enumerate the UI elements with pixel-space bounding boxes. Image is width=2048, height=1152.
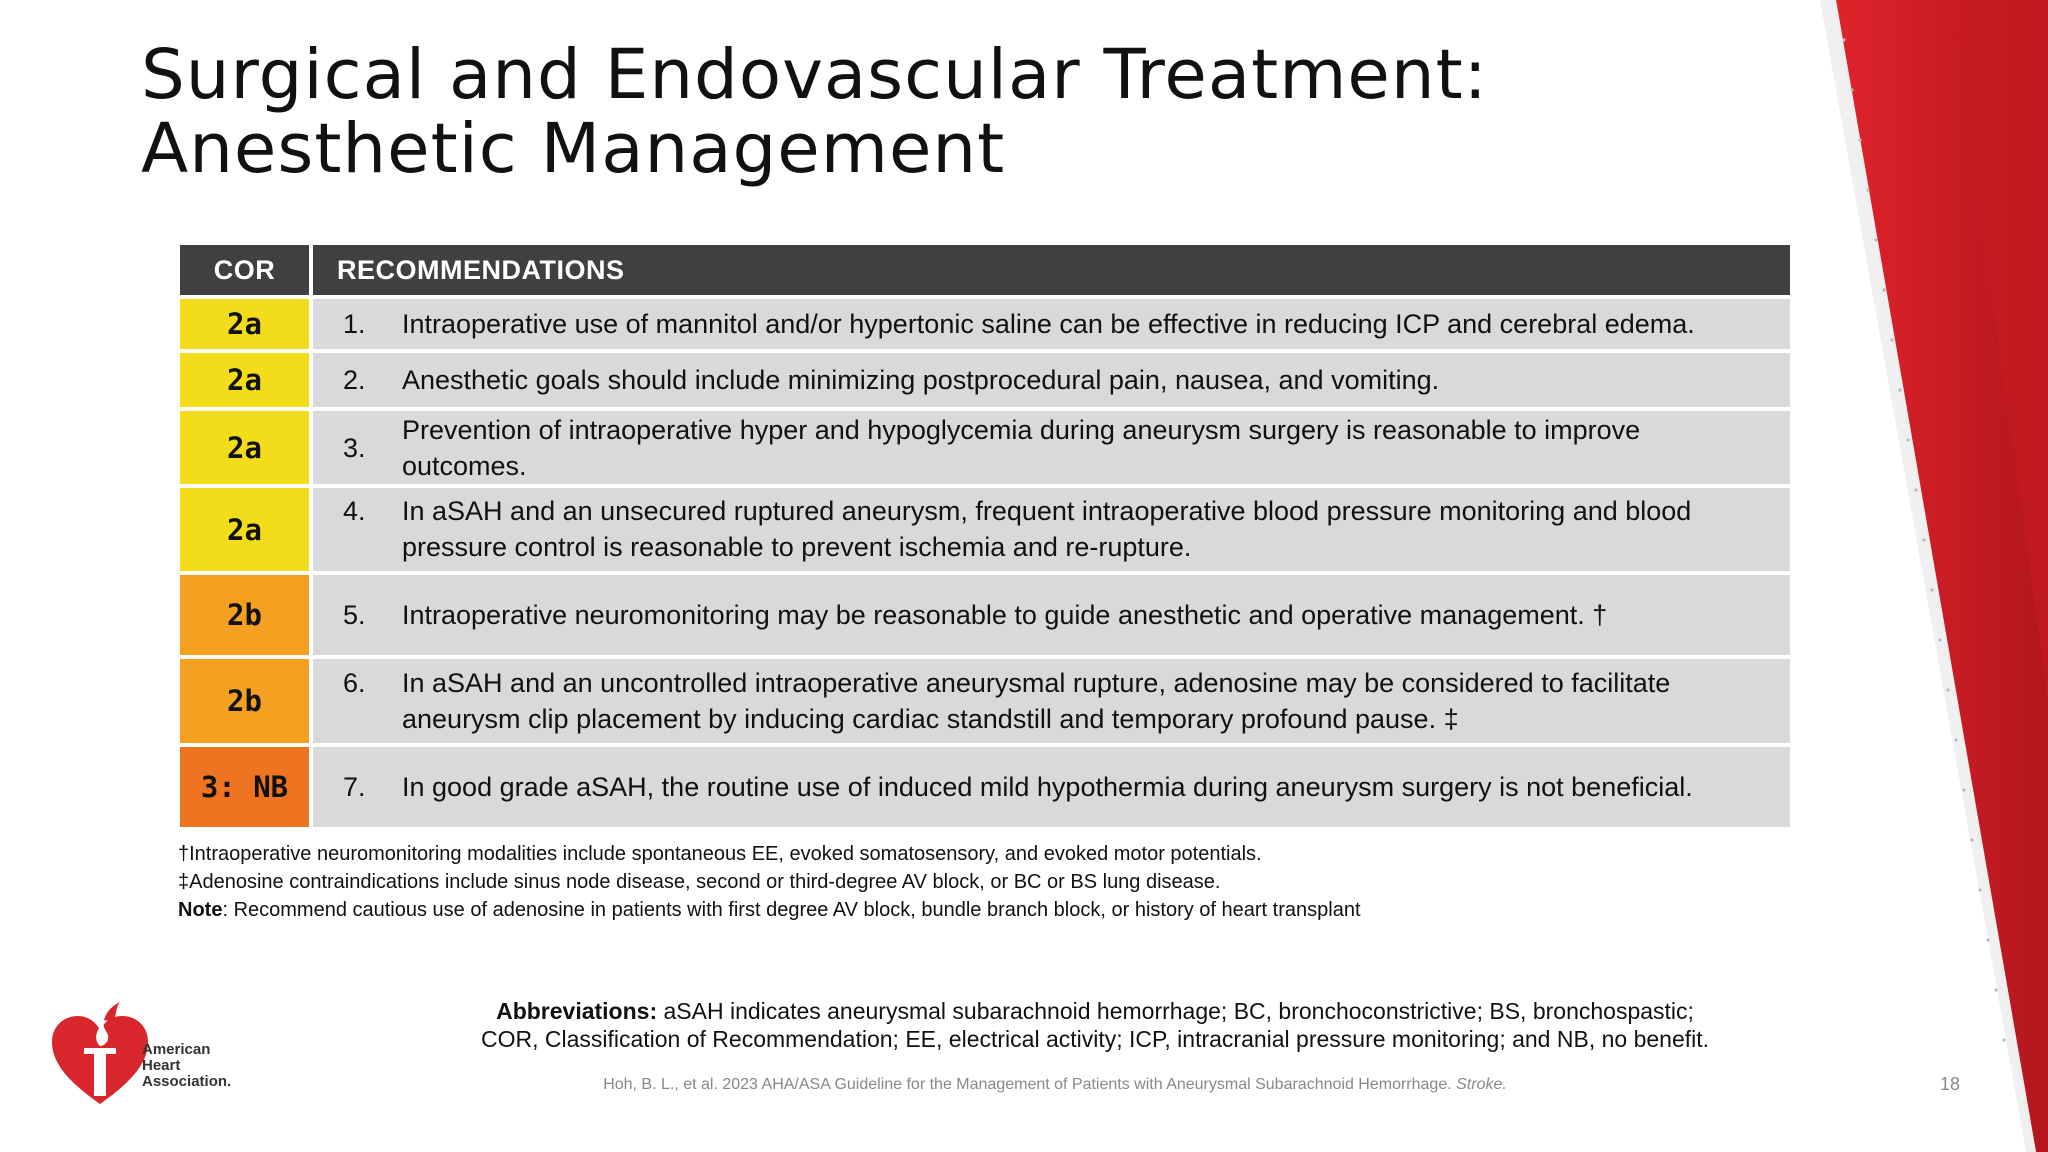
abbreviations-label: Abbreviations: [496,998,658,1024]
footnotes [178,840,1578,924]
table-row [180,488,1790,571]
recommendations-table [180,245,1790,831]
recommendation-cell [313,747,1790,827]
recommendation-cell [313,299,1790,349]
cor-badge: 2a [180,299,309,349]
cor-badge: 2b [180,659,309,743]
recommendation-text: In aSAH and an unsecured ruptured aneurysm, frequent intraoperative blood pressure monitoring and blood pressure control is reasonable to prevent ischemia and re-rupture. [402,496,1692,562]
cor-badge: 2a [180,353,309,407]
cor-badge: 2a [180,411,309,484]
header-cor: COR [180,245,309,295]
abbreviations-line-1: aSAH indicates aneurysmal subarachnoid hemorrhage; BC, bronchoconstrictive; BS, bronchospastic; [657,998,1694,1024]
footnote-note [178,896,1578,924]
citation [480,1076,1630,1094]
table-row [180,659,1790,743]
note-text: : Recommend cautious use of adenosine in patients with first degree AV block, bundle branch block, or history of heart transplant [222,899,1361,921]
table-row [180,353,1790,407]
recommendation-text: In good grade aSAH, the routine use of induced mild hypothermia during aneurysm surgery is not beneficial. [402,772,1693,802]
recommendation-text: In aSAH and an uncontrolled intraoperative aneurysmal rupture, adenosine may be considered to facilitate aneurysm clip placement by inducing cardiac standstill and temporary profound pause. ‡ [402,668,1671,734]
cor-badge: 2a [180,488,309,571]
recommendation-cell [313,659,1790,743]
recommendation-number: 1. [343,309,366,339]
table-row [180,411,1790,484]
recommendation-number: 6. [343,668,366,698]
recommendation-cell [313,353,1790,407]
table-row [180,575,1790,655]
table-row [180,299,1790,349]
abbreviations-line-2: COR, Classification of Recommendation; EE, electrical activity; ICP, intracranial pressure monitoring; and NB, no benefit. [480,1026,1710,1052]
table-row [180,747,1790,827]
recommendation-number: 5. [343,600,366,630]
title-line-2: Anesthetic Management [141,109,1006,189]
recommendation-text: Anesthetic goals should include minimizing postprocedural pain, nausea, and vomiting. [402,365,1440,395]
logo-line-3: Association. [142,1073,232,1090]
citation-text: Hoh, B. L., et al. 2023 AHA/ASA Guideline for the Management of Patients with Aneurysmal Subarachnoid Hemorrhage. [603,1076,1457,1093]
table-header-row [180,245,1790,295]
footnote-double-dagger: ‡Adenosine contraindications include sinus node disease, second or third-degree AV block, or BC or BS lung disease. [178,871,1221,893]
title-line-1: Surgical and Endovascular Treatment: [141,35,1488,115]
recommendation-text: Intraoperative neuromonitoring may be reasonable to guide anesthetic and operative management. † [402,600,1608,630]
page-number: 18 [1939,1074,1960,1094]
footnote-dagger: †Intraoperative neuromonitoring modalities include spontaneous EE, evoked somatosensory, and evoked motor potentials. [178,843,1262,865]
cor-badge: 3: NB [180,747,309,827]
header-recommendations-label: RECOMMENDATIONS [337,255,625,285]
logo-line-1: American [142,1041,211,1058]
recommendation-number: 3. [343,432,366,463]
note-label: Note [178,899,223,921]
recommendation-number: 7. [343,772,366,802]
logo-wordmark [142,1042,231,1090]
recommendation-cell [313,488,1790,571]
recommendation-text: Prevention of intraoperative hyper and hypoglycemia during aneurysm surgery is reasonable to improve outcomes. [402,414,1641,481]
decorative-red-edge [1800,0,2048,1152]
abbreviations [420,997,1770,1053]
cor-badge: 2b [180,575,309,655]
citation-journal: Stroke. [1456,1076,1507,1093]
recommendation-cell [313,575,1790,655]
logo-line-2: Heart [142,1057,181,1074]
recommendation-number: 4. [343,496,366,526]
recommendation-cell [313,411,1790,484]
slide-title [141,35,1741,189]
recommendation-number: 2. [343,365,366,395]
recommendation-text: Intraoperative use of mannitol and/or hypertonic saline can be effective in reducing ICP and cerebral edema. [402,309,1695,339]
header-recommendations [313,245,1790,295]
